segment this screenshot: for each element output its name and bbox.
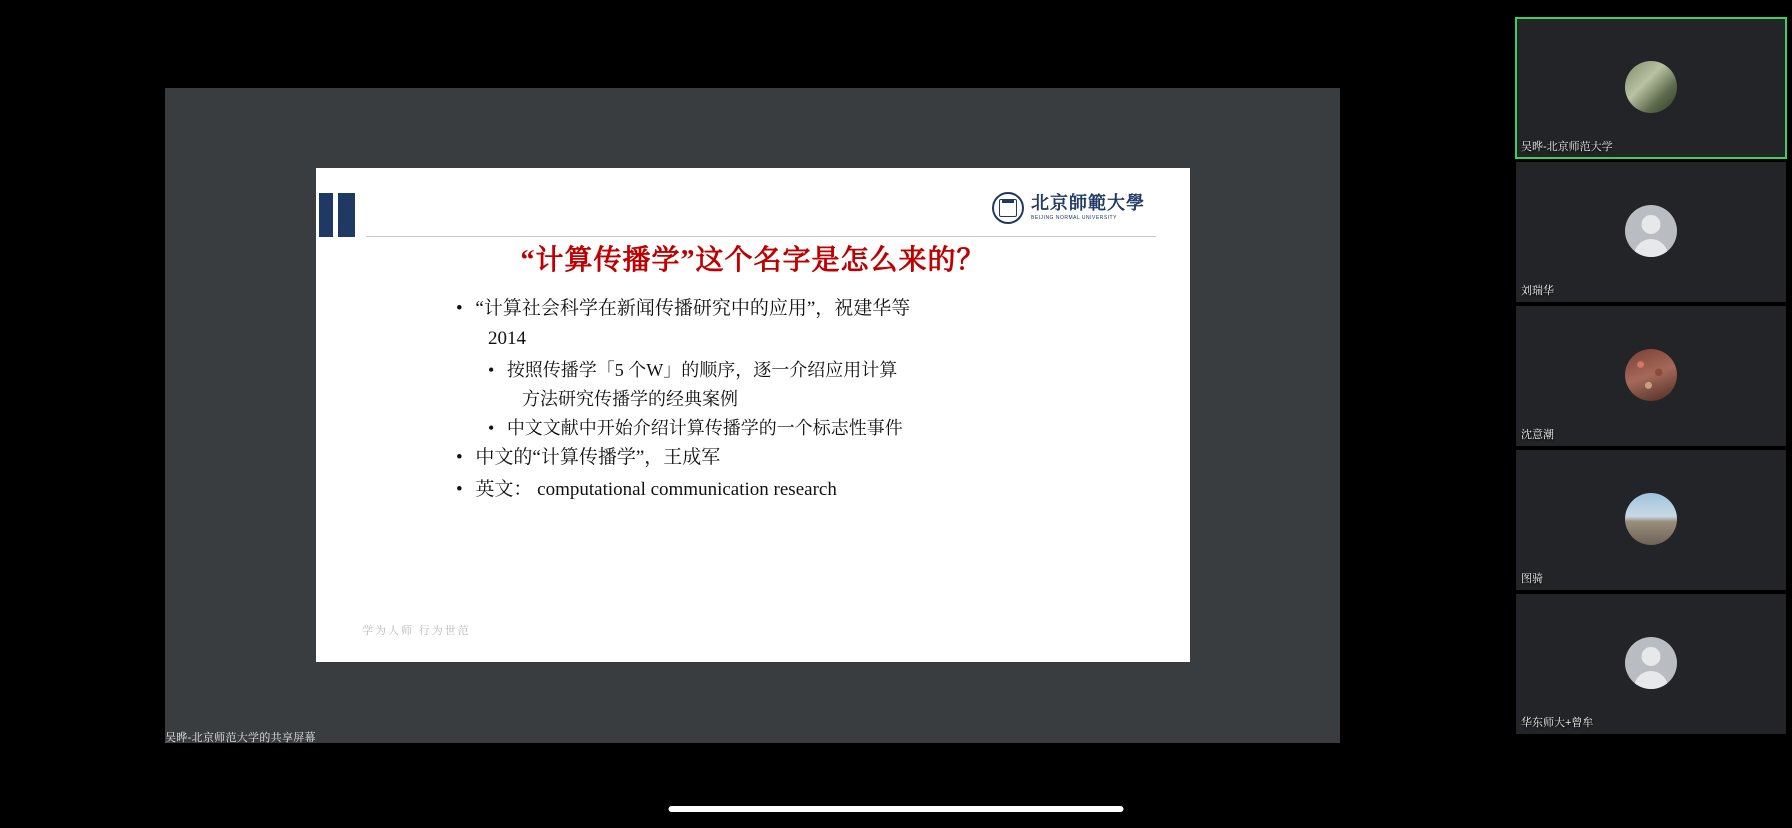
shared-screen-label: 吴晔-北京师范大学的共享屏幕 xyxy=(165,732,316,744)
slide-bullet xyxy=(488,356,1156,414)
avatar xyxy=(1625,349,1677,401)
participant-tile[interactable] xyxy=(1516,18,1786,158)
participant-strip xyxy=(1516,18,1788,734)
participant-name: 刘瑞华 xyxy=(1521,285,1554,297)
slide-decoration-mark xyxy=(319,193,355,237)
participant-name: 华东师大+曾牟 xyxy=(1521,717,1594,729)
participant-tile[interactable] xyxy=(1516,594,1786,734)
participant-name: 沈意潮 xyxy=(1521,429,1554,441)
university-name-cn: 北京師範大學 xyxy=(1031,193,1145,214)
participant-tile[interactable] xyxy=(1516,450,1786,590)
avatar xyxy=(1625,61,1677,113)
avatar xyxy=(1625,493,1677,545)
slide-bullet xyxy=(456,443,1156,473)
slide-bullet-text: 按照传播学「5 个W」的顺序，逐一介绍应用计算 xyxy=(506,360,898,380)
participant-tile[interactable] xyxy=(1516,306,1786,446)
slide-bullet xyxy=(456,294,1156,354)
avatar xyxy=(1625,205,1677,257)
slide-bullet-text: “计算社会科学在新闻传播研究中的应用”，祝建华等 xyxy=(475,298,911,319)
slide-body xyxy=(456,294,1156,507)
participant-tile[interactable] xyxy=(1516,162,1786,302)
presentation-slide xyxy=(316,168,1190,662)
participant-name: 图骑 xyxy=(1521,573,1543,585)
university-name-en: BEIJING NORMAL UNIVERSITY xyxy=(1031,215,1117,222)
university-logo xyxy=(992,192,1145,224)
slide-bullet-text: 中文的“计算传播学”，王成军 xyxy=(475,447,721,468)
slide-bullet xyxy=(456,475,1156,505)
home-indicator[interactable] xyxy=(669,806,1124,812)
slide-bullet-text: 英文： computational communication research xyxy=(475,479,837,500)
avatar xyxy=(1625,637,1677,689)
participant-name: 吴晔-北京师范大学 xyxy=(1521,141,1613,153)
slide-title-divider xyxy=(366,236,1156,237)
slide-bullet xyxy=(488,414,1156,443)
slide-title: “计算传播学”这个名字是怎么来的？ xyxy=(520,245,986,276)
slide-bullet-text: 中文文献中开始介绍计算传播学的一个标志性事件 xyxy=(506,418,903,438)
university-seal-icon xyxy=(992,192,1024,224)
slide-bullet-continuation: 方法研究传播学的经典案例 xyxy=(522,389,738,409)
slide-bullet-continuation: 2014 xyxy=(488,328,526,349)
slide-footer-motto: 学为人师 行为世范 xyxy=(362,625,471,637)
